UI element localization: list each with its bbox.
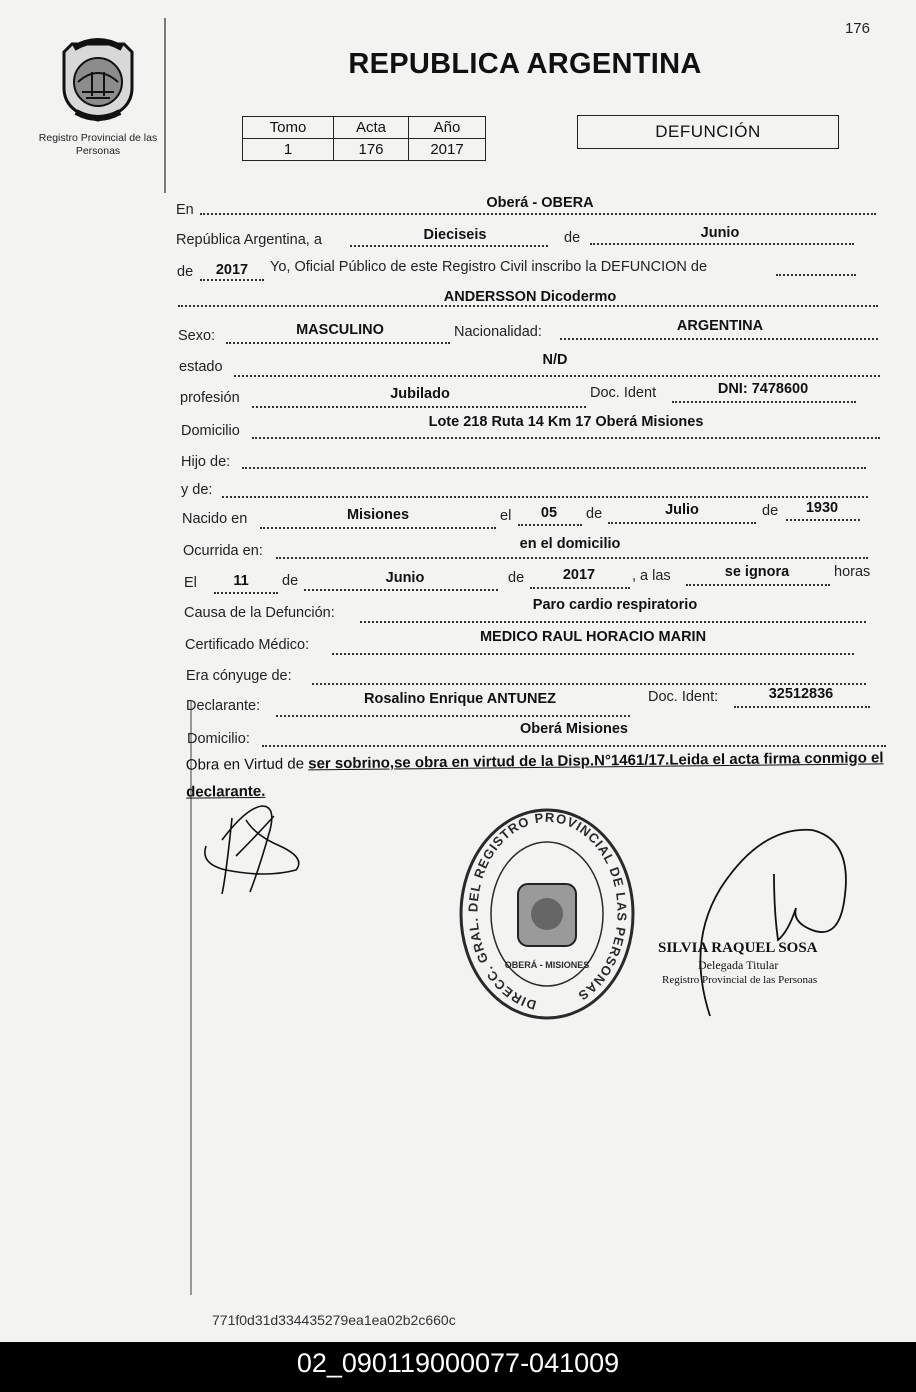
nacionalidad-label: Nacionalidad: — [454, 324, 542, 340]
dotted-line — [234, 375, 880, 377]
de-label: de — [508, 570, 525, 586]
registry-name: Registro Provincial de las Personas — [38, 132, 158, 157]
profesion-label: profesión — [180, 390, 240, 406]
dotted-line — [252, 406, 586, 408]
day-text-value: Dieciseis — [423, 227, 487, 243]
dotted-line — [590, 243, 854, 245]
republica-label: República Argentina, a — [176, 232, 322, 248]
dotted-line — [530, 587, 630, 589]
seal-ring-text: DIRECC. GRAL. DEL REGISTRO PROVINCIAL DE LAS PERSONAS — [465, 809, 630, 1013]
de-label: de — [282, 573, 299, 589]
dotted-line — [686, 584, 830, 586]
domicilio-label: Domicilio — [181, 423, 240, 439]
registry-table — [242, 116, 486, 161]
dotted-line — [276, 715, 630, 717]
dotted-line — [312, 683, 866, 685]
ocurrida-value: en el domicilio — [519, 536, 621, 552]
certificado-value: MEDICO RAUL HORACIO MARIN — [479, 629, 707, 645]
registrar-name: SILVIA RAQUEL SOSA — [658, 940, 818, 956]
sexo-value: MASCULINO — [296, 322, 384, 338]
obra-value: ser sobrino,se obra en virtud de la Disp.N°1461/17.Leida el acta firma conmigo el declarante. — [186, 749, 884, 801]
year-value: 2017 — [215, 262, 249, 278]
document-type-box: DEFUNCIÓN — [577, 115, 839, 149]
place-value: Oberá - OBERA — [486, 195, 594, 211]
table-header-anio: Año — [409, 117, 486, 139]
doc-ident-value: DNI: 7478600 — [717, 381, 809, 397]
dotted-line — [332, 653, 854, 655]
document-hash: 771f0d31d334435279ea1ea02b2c660c — [212, 1312, 456, 1328]
causa-label: Causa de la Defunción: — [184, 605, 335, 621]
dotted-line — [608, 522, 756, 524]
de-label: de — [586, 506, 603, 522]
dotted-line — [242, 467, 866, 469]
dotted-line — [786, 519, 860, 521]
provincial-crest-logo — [52, 32, 144, 124]
dotted-line — [776, 274, 856, 276]
registrar-org: Registro Provincial de las Personas — [662, 974, 818, 986]
dotted-line — [214, 592, 278, 594]
dotted-line — [672, 401, 856, 403]
declarant-signature — [196, 796, 308, 906]
dotted-line — [178, 305, 878, 307]
doc-ident-label: Doc. Ident — [590, 385, 657, 401]
nacido-mes-value: Julio — [665, 502, 699, 518]
nacido-dia-value: 05 — [540, 505, 558, 521]
dotted-line — [200, 279, 264, 281]
declarante-doc-value: 32512836 — [768, 686, 834, 702]
page-number: 176 — [844, 20, 870, 37]
causa-value: Paro cardio respiratorio — [532, 597, 698, 613]
certificado-label: Certificado Médico: — [185, 637, 310, 653]
table-value-tomo: 1 — [243, 139, 334, 161]
de-label: de — [177, 264, 194, 280]
domicilio-value: Lote 218 Ruta 14 Km 17 Oberá Misiones — [428, 414, 704, 430]
table-value-anio: 2017 — [409, 139, 486, 161]
hijo-label: Hijo de: — [181, 454, 231, 470]
dotted-line — [200, 213, 876, 215]
seal-inner-text: OBERÁ - MISIONES — [504, 960, 590, 970]
dotted-line — [276, 557, 868, 559]
declarante-doc-label: Doc. Ident: — [648, 689, 719, 705]
de-label: de — [762, 503, 779, 519]
deceased-name-value: ANDERSSON Dicodermo — [443, 289, 617, 305]
estado-label: estado — [179, 359, 223, 375]
domicilio2-value: Oberá Misiones — [520, 721, 628, 737]
el-label: el — [500, 508, 512, 524]
domicilio2-label: Domicilio: — [187, 731, 250, 747]
nacido-label: Nacido en — [182, 511, 248, 527]
el-label-cap: El — [184, 575, 197, 591]
table-header-acta: Acta — [334, 117, 409, 139]
dotted-line — [350, 245, 548, 247]
registrar-role: Delegada Titular — [698, 958, 779, 972]
registrar-signature — [692, 822, 852, 1026]
y-de-label: y de: — [181, 482, 213, 498]
dotted-line — [260, 527, 496, 529]
muerte-dia-value: 11 — [233, 573, 249, 589]
dotted-line — [560, 338, 878, 340]
nacionalidad-value: ARGENTINA — [676, 318, 764, 334]
barcode-label: 02_090119000077-041009 — [0, 1342, 916, 1392]
a-las-label: , a las — [632, 568, 671, 584]
dotted-line — [360, 621, 866, 623]
table-value-acta: 176 — [334, 139, 409, 161]
profesion-value: Jubilado — [390, 386, 450, 402]
margin-line — [164, 18, 166, 193]
declarante-value: Rosalino Enrique ANTUNEZ — [364, 691, 556, 707]
dotted-line — [304, 589, 498, 591]
dotted-line — [226, 342, 450, 344]
dotted-line — [734, 706, 870, 708]
official-text: Yo, Oficial Público de este Registro Civil inscribo la DEFUNCION de — [270, 259, 708, 275]
document-title: REPUBLICA ARGENTINA — [348, 48, 702, 80]
muerte-mes-value: Junio — [385, 570, 425, 586]
dotted-line — [222, 496, 868, 498]
month-value: Junio — [700, 225, 740, 241]
estado-value: N/D — [542, 352, 568, 368]
table-header-tomo: Tomo — [243, 117, 334, 139]
nacido-anio-value: 1930 — [805, 500, 839, 516]
obra-label: Obra en Virtud de — [185, 755, 305, 774]
horas-label: horas — [834, 564, 871, 580]
muerte-anio-value: 2017 — [562, 567, 596, 583]
official-seal — [456, 806, 638, 1022]
hora-value: se ignora — [724, 564, 790, 580]
en-label: En — [176, 202, 194, 218]
conyuge-label: Era cónyuge de: — [186, 668, 292, 684]
sexo-label: Sexo: — [178, 328, 216, 344]
declarante-label: Declarante: — [186, 698, 261, 714]
de-label: de — [564, 230, 581, 246]
nacido-lugar-value: Misiones — [346, 507, 410, 523]
ocurrida-label: Ocurrida en: — [183, 543, 263, 559]
dotted-line — [252, 437, 880, 439]
dotted-line — [518, 524, 582, 526]
